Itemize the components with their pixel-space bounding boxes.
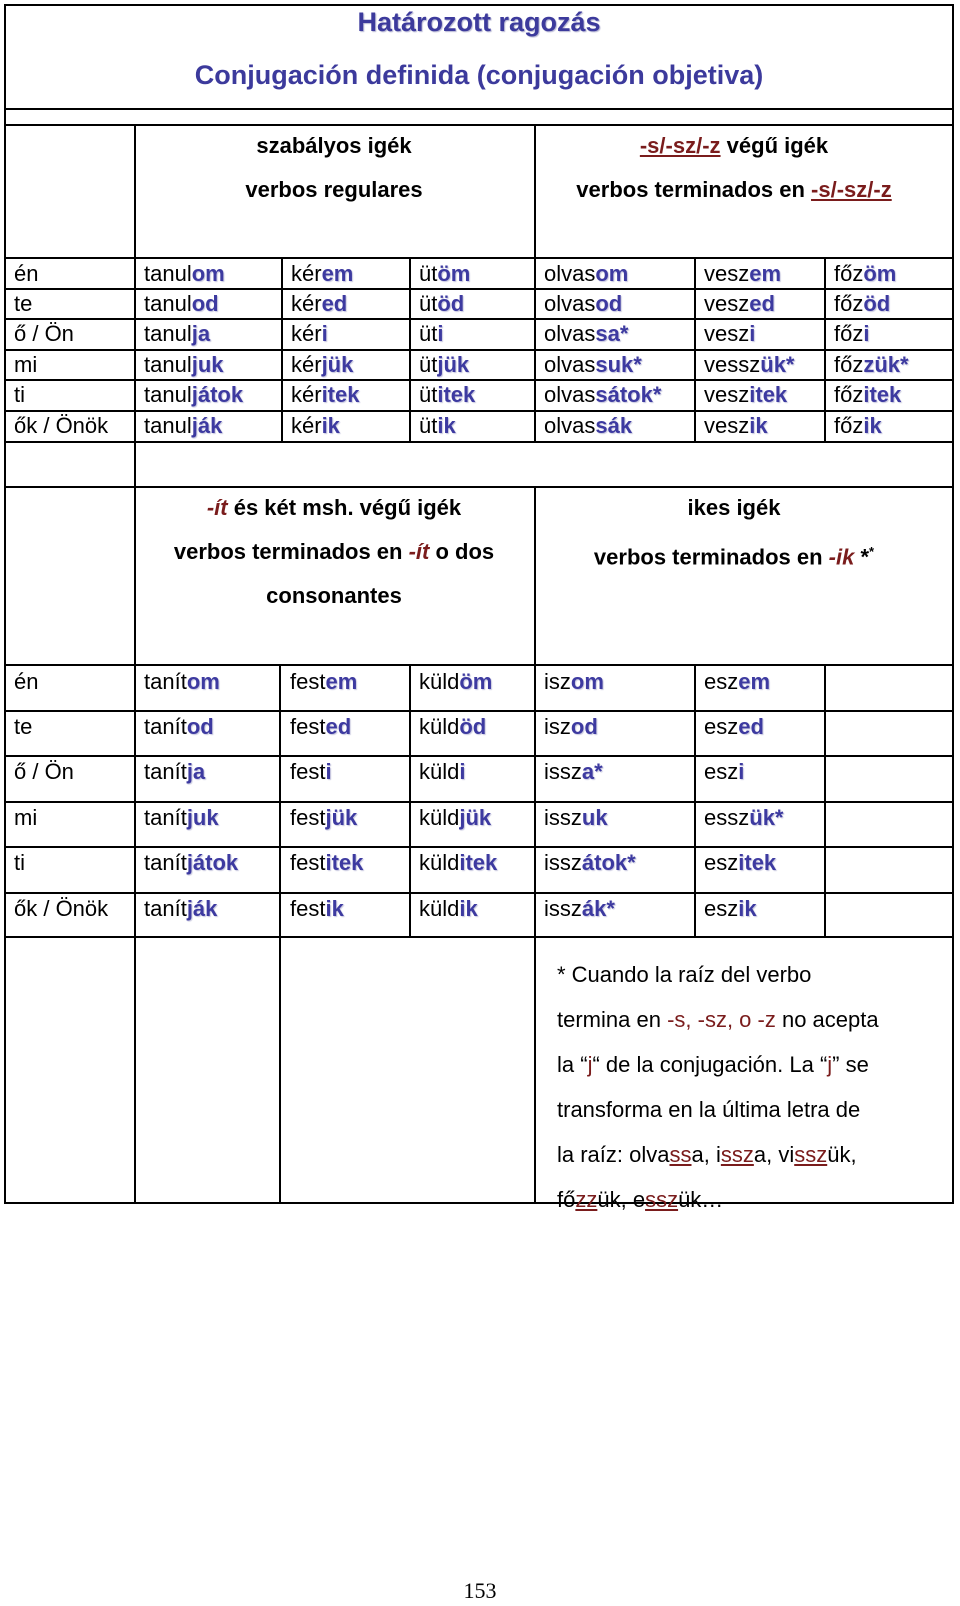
section2-verb-cell <box>544 714 598 740</box>
section1-verb-cell <box>291 321 328 347</box>
verb-stem: üt <box>419 321 438 346</box>
section2-verb-cell <box>419 805 491 831</box>
verb-ending: sák <box>595 413 633 438</box>
section1-verb-cell <box>419 291 464 317</box>
section2-verb-cell <box>419 896 478 922</box>
verb-ending: ik <box>437 413 456 438</box>
verb-stem: tanít <box>144 669 187 694</box>
verb-stem: vesz <box>704 261 750 286</box>
section1-verb-cell <box>544 413 632 439</box>
section2-verb-cell <box>544 669 604 695</box>
verb-stem: kér <box>291 382 322 407</box>
verb-stem: vessz <box>704 352 761 377</box>
verb-stem: tanít <box>144 714 187 739</box>
verb-stem: üt <box>419 291 438 316</box>
verb-stem: esz <box>704 669 739 694</box>
verb-stem: üt <box>419 413 438 438</box>
section2-verb-cell <box>144 759 205 785</box>
verb-stem: olvas <box>544 261 596 286</box>
verb-stem: tanul <box>144 291 192 316</box>
verb-ending: ük* <box>749 805 784 830</box>
pronoun-cell: ti <box>14 382 25 407</box>
verb-ending: om <box>570 669 604 694</box>
verb-stem: tanít <box>144 805 187 830</box>
verb-stem: esz <box>704 759 739 784</box>
section2-verb-cell <box>544 759 603 785</box>
verb-ending: itek <box>459 850 498 875</box>
verb-ending: jük <box>325 805 358 830</box>
verb-ending: ik <box>321 413 340 438</box>
verb-ending: i <box>749 321 756 346</box>
verb-ending: i <box>863 321 870 346</box>
verb-ending: sátok* <box>595 382 662 407</box>
verb-ending: jük <box>437 352 470 377</box>
section1-verb-cell <box>419 413 456 439</box>
verb-stem: tanul <box>144 321 192 346</box>
grid-line <box>409 257 411 441</box>
section2-verb-cell <box>290 805 357 831</box>
section1-verb-cell <box>834 321 869 347</box>
verb-ending: itek <box>749 382 788 407</box>
verb-stem: üt <box>419 352 438 377</box>
grid-line <box>4 379 954 381</box>
verb-stem: küld <box>419 669 460 694</box>
verb-stem: főz <box>834 321 864 346</box>
section2-verb-cell <box>704 805 784 831</box>
verb-ending: suk* <box>595 352 642 377</box>
section1-verb-cell <box>419 352 469 378</box>
section1-verb-cell <box>704 413 768 439</box>
section2-verb-cell <box>544 896 615 922</box>
verb-stem: issz <box>544 759 582 784</box>
verb-stem: tanul <box>144 413 192 438</box>
verb-stem: issz <box>544 896 582 921</box>
verb-stem: tanul <box>144 261 192 286</box>
verb-ending: itek <box>321 382 360 407</box>
verb-stem: kér <box>291 291 322 316</box>
section2-verb-cell <box>544 850 636 876</box>
section1-verb-cell <box>704 291 775 317</box>
section1-verb-cell <box>834 382 901 408</box>
verb-ending: itek <box>325 850 364 875</box>
verb-stem: tanít <box>144 759 187 784</box>
section2-verb-cell <box>290 759 332 785</box>
verb-stem: fest <box>290 759 326 784</box>
verb-stem: tanul <box>144 352 192 377</box>
section2-verb-cell <box>704 714 764 740</box>
section1-verb-cell <box>544 382 661 408</box>
grid-line <box>409 664 411 936</box>
section1-verb-cell <box>291 413 340 439</box>
verb-ending: ja <box>186 759 206 784</box>
pronoun-cell: ő / Ön <box>14 759 74 784</box>
section1-verb-cell <box>144 352 224 378</box>
pronoun-cell: ő / Ön <box>14 321 74 346</box>
verb-ending: ik <box>738 896 757 921</box>
pronoun-cell: te <box>14 291 33 316</box>
section2-verb-cell <box>419 669 492 695</box>
section1-verb-cell <box>419 261 470 287</box>
verb-ending: öd <box>459 714 487 739</box>
section1-verb-cell <box>291 261 353 287</box>
grid-line <box>4 755 954 757</box>
verb-ending: itek <box>863 382 902 407</box>
grid-line <box>4 441 954 443</box>
verb-ending: ik <box>749 413 768 438</box>
verb-ending: ják <box>186 896 218 921</box>
section1-verb-cell <box>144 291 219 317</box>
verb-ending: ed <box>749 291 775 316</box>
verb-ending: od <box>191 291 219 316</box>
verb-ending: ák* <box>581 896 615 921</box>
verb-stem: küld <box>419 896 460 921</box>
grid-line <box>4 936 954 938</box>
verb-ending: em <box>321 261 354 286</box>
verb-ending: juk <box>191 352 224 377</box>
verb-ending: i <box>325 759 332 784</box>
section1-verb-cell <box>704 321 755 347</box>
verb-stem: küld <box>419 759 460 784</box>
verb-stem: üt <box>419 382 438 407</box>
verb-ending: om <box>595 261 629 286</box>
section1-verb-cell <box>291 382 359 408</box>
grid-line <box>279 664 281 936</box>
grid-line <box>4 108 954 110</box>
verb-ending: ük* <box>760 352 795 377</box>
verb-stem: issz <box>544 850 582 875</box>
verb-stem: kér <box>291 413 322 438</box>
grid-line <box>694 664 696 936</box>
grid-line <box>4 846 954 848</box>
verb-ending: om <box>186 669 220 694</box>
verb-stem: tanít <box>144 896 187 921</box>
section2-verb-cell <box>290 669 357 695</box>
grid-line <box>4 288 954 290</box>
page-subtitle: Conjugación definida (conjugación objetiva) <box>194 60 764 90</box>
verb-ending: em <box>749 261 782 286</box>
section1-verb-cell <box>834 291 890 317</box>
section2-verb-cell <box>704 850 776 876</box>
grid-line <box>4 349 954 351</box>
section1-verb-cell <box>291 291 347 317</box>
grid-line <box>4 4 6 1204</box>
verb-ending: játok <box>191 382 244 407</box>
verb-ending: ik <box>863 413 882 438</box>
verb-ending: öd <box>863 291 891 316</box>
verb-stem: olvas <box>544 291 596 316</box>
section2-verb-cell <box>290 896 344 922</box>
verb-stem: vesz <box>704 291 750 316</box>
section1-verb-cell <box>704 261 781 287</box>
verb-ending: juk <box>186 805 219 830</box>
verb-ending: játok <box>186 850 239 875</box>
verb-stem: főz <box>834 261 864 286</box>
grid-line <box>824 257 826 441</box>
grid-line <box>4 410 954 412</box>
verb-ending: ed <box>738 714 764 739</box>
section1-verb-cell <box>144 261 225 287</box>
verb-stem: olvas <box>544 321 596 346</box>
verb-ending: i <box>738 759 745 784</box>
verb-ending: átok* <box>581 850 636 875</box>
verb-ending: ed <box>325 714 352 739</box>
grid-line <box>4 801 954 803</box>
section1-verb-cell <box>544 291 622 317</box>
verb-ending: itek <box>738 850 777 875</box>
verb-ending: ik <box>325 896 344 921</box>
header-regular-verbs: szabályos igék verbos regulares <box>245 133 423 202</box>
verb-ending: uk <box>581 805 608 830</box>
verb-stem: főz <box>834 291 864 316</box>
verb-stem: tanít <box>144 850 187 875</box>
section1-verb-cell <box>291 352 353 378</box>
verb-stem: kér <box>291 352 322 377</box>
verb-stem: fest <box>290 714 326 739</box>
grid-line <box>534 486 536 1202</box>
section2-verb-cell <box>419 759 465 785</box>
section2-verb-cell <box>544 805 608 831</box>
verb-stem: tanul <box>144 382 192 407</box>
verb-stem: főz <box>834 352 864 377</box>
page-number: 153 <box>463 1578 497 1603</box>
grid-line <box>4 318 954 320</box>
verb-stem: vesz <box>704 413 750 438</box>
verb-ending: jük <box>321 352 354 377</box>
verb-ending: ják <box>191 413 223 438</box>
grid-line <box>4 257 954 259</box>
verb-stem: esz <box>704 714 739 739</box>
section2-verb-cell <box>290 850 363 876</box>
pronoun-cell: ők / Önök <box>14 413 109 438</box>
verb-stem: esz <box>704 850 739 875</box>
page-title: Határozott ragozás <box>357 7 601 37</box>
section2-verb-cell <box>290 714 351 740</box>
verb-ending: od <box>595 291 623 316</box>
verb-ending: itek <box>437 382 476 407</box>
verb-ending: ja <box>191 321 211 346</box>
verb-stem: olvas <box>544 382 596 407</box>
section2-verb-cell <box>144 896 217 922</box>
section2-verb-cell <box>419 714 486 740</box>
verb-stem: főz <box>834 382 864 407</box>
verb-stem: esz <box>704 896 739 921</box>
section1-verb-cell <box>704 382 787 408</box>
grid-line <box>4 4 954 6</box>
grid-line <box>281 257 283 441</box>
section1-verb-cell <box>419 382 475 408</box>
verb-ending: od <box>186 714 214 739</box>
section1-verb-cell <box>144 321 210 347</box>
verb-ending: i <box>321 321 328 346</box>
verb-ending: öm <box>437 261 471 286</box>
pronoun-cell: én <box>14 261 39 286</box>
verb-ending: om <box>191 261 225 286</box>
header-ik-verbs: ikes igék verbos terminados en -ik ** <box>593 495 875 570</box>
verb-ending: a* <box>581 759 603 784</box>
verb-stem: üt <box>419 261 438 286</box>
section1-verb-cell <box>544 261 628 287</box>
header-s-sz-z-verbs: -s/-sz/-z végű igék verbos terminados en -s/-sz/-z <box>576 133 892 202</box>
section1-verb-cell <box>834 413 882 439</box>
grid-line <box>279 936 281 1202</box>
section2-verb-cell <box>144 714 214 740</box>
verb-stem: fest <box>290 669 326 694</box>
header-it-two-consonant-verbs: -ít és két msh. végű igék verbos terminados en -ít o dos consonantes <box>173 495 495 608</box>
verb-stem: essz <box>704 805 750 830</box>
footnote-cell: * Cuando la raíz del verbo termina en -s, -sz, o -z no acepta la “j“ de la conjugación. La “j” se transforma en la última letra de la raíz: olvassa, issza, visszük, főzzük, esszük… <box>557 962 879 1212</box>
verb-stem: issz <box>544 805 582 830</box>
verb-ending: jük <box>459 805 492 830</box>
grid-line <box>824 664 826 936</box>
verb-ending: öd <box>437 291 465 316</box>
grid-line <box>4 892 954 894</box>
section1-verb-cell <box>419 321 443 347</box>
verb-stem: kér <box>291 321 322 346</box>
verb-ending: öm <box>459 669 493 694</box>
section1-verb-cell <box>704 352 795 378</box>
verb-stem: vesz <box>704 321 750 346</box>
verb-stem: olvas <box>544 413 596 438</box>
section2-verb-cell <box>144 669 220 695</box>
pronoun-cell: ti <box>14 850 25 875</box>
section2-verb-cell <box>704 759 744 785</box>
verb-ending: ik <box>459 896 478 921</box>
section1-verb-cell <box>144 413 222 439</box>
pronoun-cell: én <box>14 669 39 694</box>
verb-ending: zük* <box>863 352 909 377</box>
verb-stem: fest <box>290 850 326 875</box>
section1-verb-cell <box>834 352 909 378</box>
verb-ending: em <box>738 669 771 694</box>
verb-ending: ed <box>321 291 348 316</box>
verb-ending: em <box>325 669 358 694</box>
verb-stem: olvas <box>544 352 596 377</box>
grid-line <box>4 664 954 666</box>
verb-stem: küld <box>419 714 460 739</box>
verb-ending: i <box>459 759 466 784</box>
pronoun-cell: ők / Önök <box>14 896 109 921</box>
pronoun-cell: mi <box>14 352 38 377</box>
grid-line <box>694 257 696 441</box>
verb-stem: főz <box>834 413 864 438</box>
section1-verb-cell <box>834 261 896 287</box>
pronoun-cell: te <box>14 714 33 739</box>
grid-line <box>134 124 136 1202</box>
verb-stem: fest <box>290 896 326 921</box>
verb-stem: isz <box>544 714 571 739</box>
verb-stem: küld <box>419 805 460 830</box>
section2-verb-cell <box>704 896 757 922</box>
grid-line <box>4 710 954 712</box>
conjugation-table <box>4 4 954 1233</box>
section2-verb-cell <box>144 805 219 831</box>
section2-verb-cell <box>419 850 497 876</box>
section1-verb-cell <box>144 382 243 408</box>
verb-ending: od <box>570 714 598 739</box>
verb-stem: isz <box>544 669 571 694</box>
section2-verb-cell <box>704 669 770 695</box>
section1-verb-cell <box>544 352 642 378</box>
verb-ending: sa* <box>595 321 629 346</box>
verb-stem: küld <box>419 850 460 875</box>
verb-stem: vesz <box>704 382 750 407</box>
verb-ending: öm <box>863 261 897 286</box>
pronoun-cell: mi <box>14 805 38 830</box>
section1-verb-cell <box>544 321 628 347</box>
verb-stem: kér <box>291 261 322 286</box>
verb-ending: i <box>437 321 444 346</box>
section2-verb-cell <box>144 850 238 876</box>
verb-stem: fest <box>290 805 326 830</box>
